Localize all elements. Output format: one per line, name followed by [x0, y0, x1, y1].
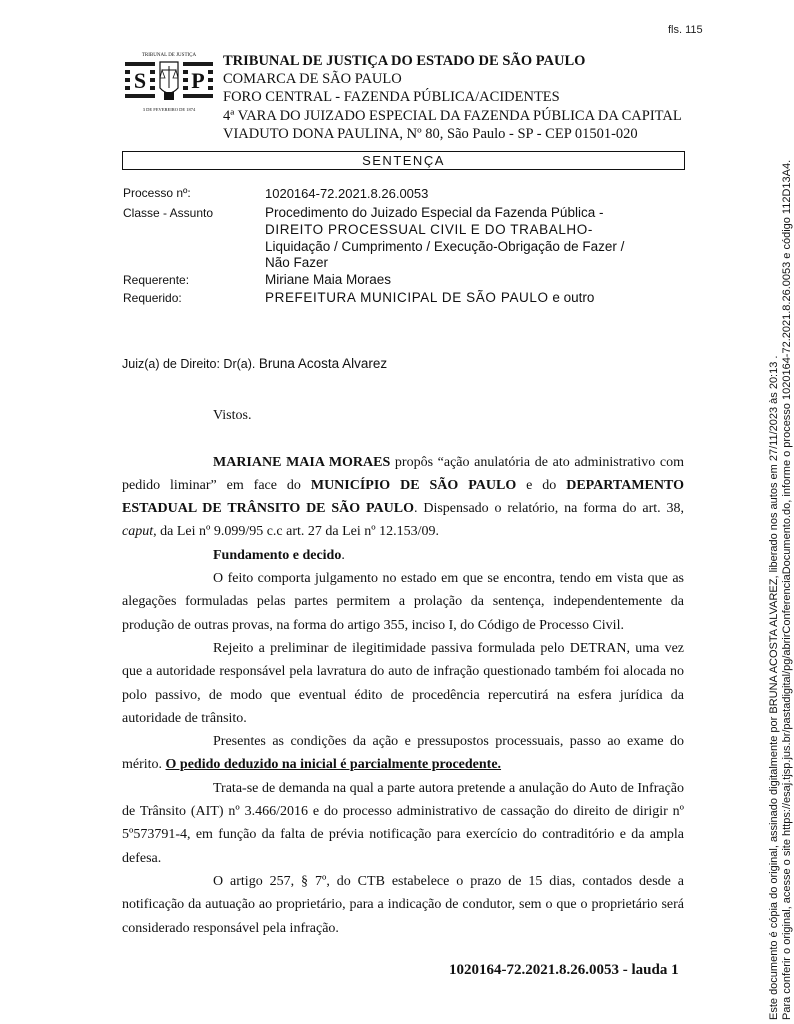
fundamento-end: .: [341, 547, 345, 563]
requerente-label: Requerente:: [123, 273, 190, 287]
comarca: COMARCA DE SÃO PAULO: [223, 71, 402, 88]
p4-text: Presentes as condições da ação e pressupostos processuais, passo ao exame do mérito.: [122, 734, 684, 773]
processo-value: 1020164-72.2021.8.26.0053: [265, 186, 429, 201]
logo-bottom-text: 3 DE FEVEREIRO DE 1874: [142, 107, 196, 112]
side-note-line-2: Para conferir o original, acesse o site https://esaj.tjsp.jus.br/pastadigital/pg/abrirConferenciaDocumento.do, informe o processo 1020164-72.2021.8.26.0053 e código 112D13A4.: [781, 159, 793, 1020]
document-type-title: SENTENÇA: [122, 151, 685, 170]
court-logo: [122, 48, 216, 116]
vara: 4ª VARA DO JUIZADO ESPECIAL DA FAZENDA PÚBLICA DA CAPITAL: [223, 107, 682, 124]
address: VIADUTO DONA PAULINA, Nº 80, São Paulo - SP - CEP 01501-020: [223, 125, 638, 142]
judge-line: [122, 356, 387, 371]
court-name: TRIBUNAL DE JUSTIÇA DO ESTADO DE SÃO PAULO: [223, 53, 586, 69]
classe-value-3: Liquidação / Cumprimento / Execução-Obrigação de Fazer /: [265, 239, 625, 254]
fundamento-text: Fundamento e decido: [213, 547, 342, 563]
side-verification-note: [768, 140, 794, 1020]
paragraph-5: Trata-se de demanda na qual a parte autora pretende a anulação do Auto de Infração de Trânsito (AIT) nº 3.466/2016 e do processo administrativo de cassação do direito de dirigir nº 5º573791-4, em função da falta de prévia notificação para exercício do contraditório e da ampla defesa.: [122, 780, 684, 866]
classe-value-1: Procedimento do Juizado Especial da Fazenda Pública -: [265, 205, 604, 220]
processo-label: Processo nº:: [123, 186, 191, 200]
fundamento-heading: [122, 544, 684, 567]
p1-text-c: . Dispensado o relatório, na forma do art. 38,: [413, 501, 684, 517]
court-header: [223, 52, 693, 143]
logo-letter-s: S: [133, 68, 147, 93]
municipio: MUNICÍPIO DE SÃO PAULO: [310, 477, 517, 493]
requerido-value: PREFEITURA MUNICIPAL DE SÃO PAULO: [265, 290, 549, 305]
paragraph-2: O feito comporta julgamento no estado em que se encontra, tendo em vista que as alegações formuladas pelas partes permitem a prolação da sentença, independentemente da produção de outras provas, na forma do artigo 355, inciso I, do Código de Processo Civil.: [122, 571, 684, 633]
paragraph-3: Rejeito a preliminar de ilegitimidade passiva formulada pelo DETRAN, uma vez que a autoridade responsável pela lavratura do auto de infração questionado também foi alocada no polo passivo, de modo que eventual édito de procedência repercutirá na esfera jurídica da autoridade de trânsito.: [122, 640, 684, 726]
side-note-line-1: Este documento é cópia do original, assinado digitalmente por BRUNA ACOSTA ALVAREZ, liberado nos autos em 27/11/2023 às 20:13 .: [768, 355, 780, 1020]
p1-text-b: e do: [516, 477, 567, 493]
p1-text-d: , da Lei nº 9.099/95 c.c art. 27 da Lei nº 12.153/09.: [153, 524, 440, 540]
logo-letter-p: P: [191, 68, 205, 93]
procedente-statement: O pedido deduzido na inicial é parcialmente procedente.: [165, 757, 502, 773]
requerido-label: Requerido:: [123, 291, 182, 305]
paragraph-6: O artigo 257, § 7º, do CTB estabelece o prazo de 15 dias, contados desde a notificação da autuação ao proprietário, para a indicação de condutor, sem o que o proprietário será considerado responsável pela infração.: [122, 873, 684, 936]
classe-value-2: DIREITO PROCESSUAL CIVIL E DO TRABALHO-: [265, 222, 593, 237]
sentence-body: [122, 404, 684, 940]
departamento: DEPARTAMENTO ESTADUAL DE TRÂNSITO DE SÃO PAULO: [122, 477, 684, 517]
classe-label: Classe - Assunto: [123, 206, 214, 220]
vistos: Vistos.: [213, 408, 252, 423]
requerente-value: Miriane Maia Moraes: [265, 272, 392, 287]
p1-text-a: propôs “ação anulatória de ato administrativo com pedido liminar” em face do: [122, 454, 684, 493]
foro: FORO CENTRAL - FAZENDA PÚBLICA/ACIDENTES: [223, 89, 560, 106]
court-seal-icon: [122, 48, 216, 116]
requerido-suffix: e outro: [548, 290, 595, 305]
judge-label: Juiz(a) de Direito: Dr(a).: [122, 357, 259, 371]
page-number: fls. 115: [668, 24, 703, 36]
logo-top-text: TRIBUNAL DE JUSTIÇA: [141, 53, 197, 58]
requerido-line: [265, 289, 594, 307]
paragraph-1: [122, 451, 684, 544]
caput: caput: [122, 524, 154, 540]
paragraph-4: [122, 730, 684, 777]
plaintiff-name: MARIANE MAIA MORAES: [213, 454, 391, 470]
judge-name: Bruna Acosta Alvarez: [258, 356, 388, 371]
footer-lauda: 1020164-72.2021.8.26.0053 - lauda 1: [449, 962, 679, 978]
classe-value-4: Não Fazer: [265, 255, 329, 270]
